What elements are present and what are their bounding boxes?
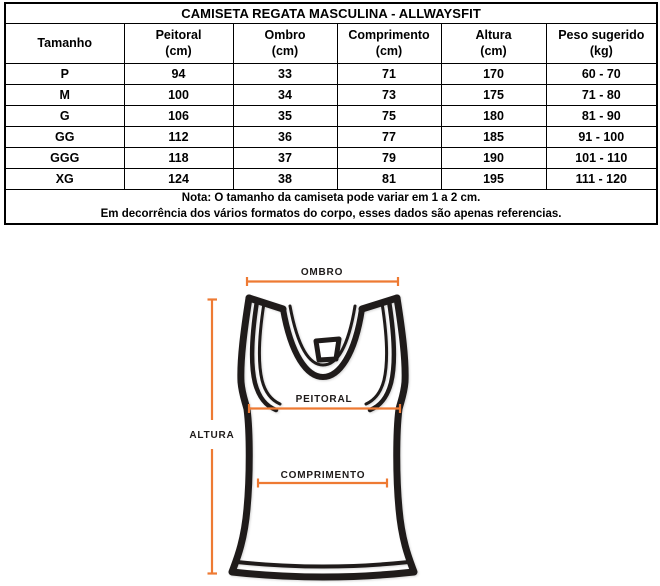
table-note — [5, 189, 657, 224]
table-row — [5, 168, 657, 189]
column-unit: (cm) — [165, 44, 192, 58]
table-row — [5, 126, 657, 147]
altura-dimension — [189, 300, 234, 574]
cell-size: XG — [5, 168, 124, 189]
column-unit: (cm) — [480, 44, 507, 58]
table-row — [5, 84, 657, 105]
cell-value: 100 — [124, 84, 233, 105]
cell-value: 77 — [337, 126, 441, 147]
cell-value: 81 — [337, 168, 441, 189]
cell-value: 190 — [441, 147, 546, 168]
cell-value: 112 — [124, 126, 233, 147]
table-row — [5, 105, 657, 126]
cell-size: GGG — [5, 147, 124, 168]
cell-value: 195 — [441, 168, 546, 189]
cell-value: 36 — [233, 126, 337, 147]
cell-size: M — [5, 84, 124, 105]
comprimento-dimension — [258, 470, 387, 488]
cell-size: P — [5, 63, 124, 84]
cell-value: 124 — [124, 168, 233, 189]
comprimento-label: COMPRIMENTO — [280, 470, 366, 481]
cell-size: G — [5, 105, 124, 126]
column-header-peso — [546, 23, 657, 63]
column-label: Comprimento — [348, 27, 430, 42]
cell-value: 180 — [441, 105, 546, 126]
ombro-dimension — [247, 267, 398, 286]
cell-value: 175 — [441, 84, 546, 105]
cell-value: 118 — [124, 147, 233, 168]
cell-value: 91 - 100 — [546, 126, 657, 147]
measurement-diagram — [170, 252, 490, 586]
table-row — [5, 147, 657, 168]
cell-value: 33 — [233, 63, 337, 84]
table-title: CAMISETA REGATA MASCULINA - ALLWAYSFIT — [5, 3, 657, 23]
armhole-line-left — [252, 301, 276, 410]
column-label: Ombro — [264, 27, 306, 42]
cell-value: 106 — [124, 105, 233, 126]
note-line-1: Nota: O tamanho da camiseta pode variar em 1 a 2 cm. — [181, 191, 481, 204]
column-unit: (cm) — [375, 44, 403, 58]
column-header-peitoral — [124, 23, 233, 63]
cell-value: 79 — [337, 147, 441, 168]
armhole-inner-line-right — [366, 303, 386, 404]
cell-value: 71 — [337, 63, 441, 84]
hem-line — [237, 562, 409, 567]
cell-value: 71 - 80 — [546, 84, 657, 105]
cell-value: 35 — [233, 105, 337, 126]
table-row — [5, 63, 657, 84]
cell-value: 73 — [337, 84, 441, 105]
column-label: Altura — [475, 27, 512, 42]
peitoral-label: PEITORAL — [295, 394, 353, 405]
cell-value: 170 — [441, 63, 546, 84]
altura-label: ALTURA — [189, 430, 235, 441]
armhole-line-right — [370, 301, 394, 410]
column-unit: (cm) — [271, 44, 299, 58]
cell-value: 185 — [441, 126, 546, 147]
column-header-comprimento — [337, 23, 441, 63]
column-header-altura — [441, 23, 546, 63]
note-line-2: Em decorrência dos vários formatos do corpo, esses dados são apenas referencias. — [100, 208, 562, 221]
cell-value: 81 - 90 — [546, 105, 657, 126]
column-label: Tamanho — [37, 35, 93, 50]
size-table — [4, 2, 658, 225]
cell-value: 34 — [233, 84, 337, 105]
neck-tag — [316, 339, 339, 360]
column-label: Peso sugerido — [558, 27, 645, 42]
cell-value: 60 - 70 — [546, 63, 657, 84]
cell-value: 75 — [337, 105, 441, 126]
armhole-inner-line-left — [260, 303, 280, 404]
cell-value: 38 — [233, 168, 337, 189]
cell-value: 37 — [233, 147, 337, 168]
ombro-label: OMBRO — [300, 267, 344, 278]
cell-size: GG — [5, 126, 124, 147]
cell-value: 101 - 110 — [546, 147, 657, 168]
column-label: Peitoral — [155, 27, 202, 42]
column-unit: (kg) — [589, 44, 613, 58]
cell-value: 111 - 120 — [546, 168, 657, 189]
tank-top-drawing — [232, 298, 414, 577]
column-header-ombro — [233, 23, 337, 63]
cell-value: 94 — [124, 63, 233, 84]
column-header-tamanho — [5, 23, 124, 63]
